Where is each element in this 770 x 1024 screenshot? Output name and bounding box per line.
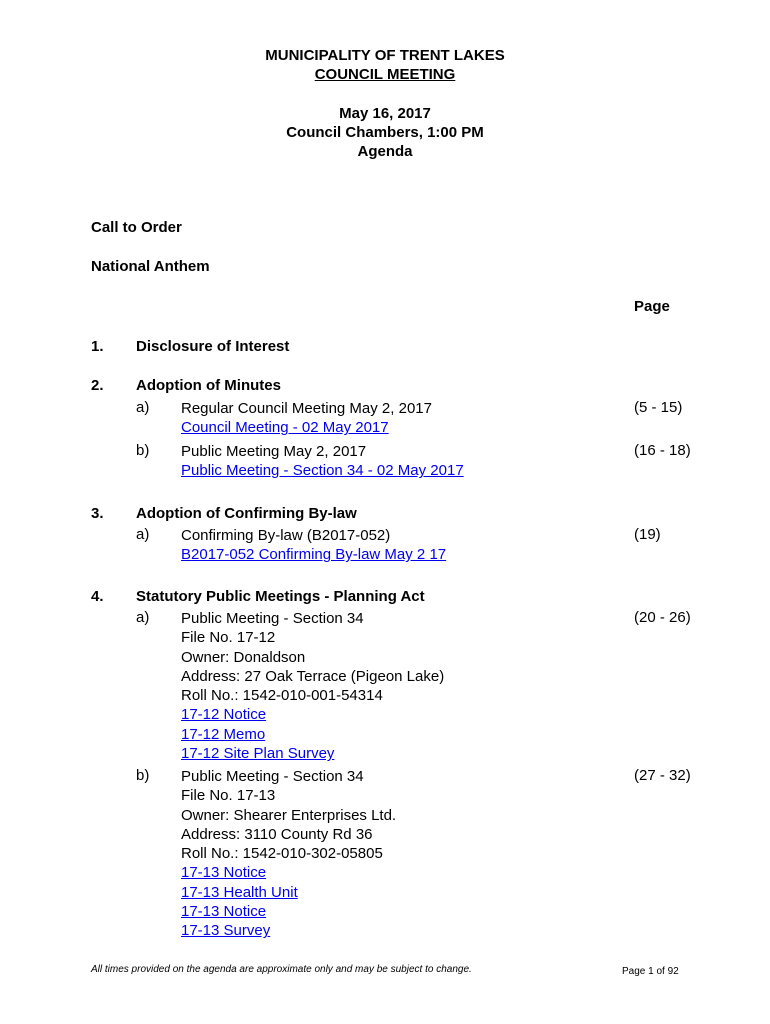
item-letter: b): [136, 767, 150, 784]
item-letter: a): [136, 526, 150, 543]
section-title: Disclosure of Interest: [136, 338, 290, 355]
agenda-item: [181, 399, 432, 438]
item-line: Public Meeting - Section 34: [181, 768, 364, 785]
item-line: Address: 27 Oak Terrace (Pigeon Lake): [181, 667, 445, 685]
attachment-link[interactable]: 17-12 Notice: [181, 706, 267, 724]
footer-disclaimer: All times provided on the agenda are approximate only and may be subject to change.: [91, 964, 472, 975]
attachment-link[interactable]: Council Meeting - 02 May 2017: [181, 419, 389, 437]
section-title: Adoption of Confirming By-law: [136, 505, 357, 522]
item-line: Owner: Donaldson: [181, 648, 306, 666]
item-pages: (5 - 15): [634, 399, 683, 416]
section-number: 1.: [91, 338, 104, 355]
attachment-link[interactable]: 17-12 Memo: [181, 725, 266, 743]
attachment-link[interactable]: 17-13 Survey: [181, 922, 271, 940]
agenda-item: [181, 442, 464, 481]
item-pages: (19): [634, 526, 661, 543]
section-number: 4.: [91, 588, 104, 605]
call-to-order: Call to Order: [91, 219, 182, 236]
item-pages: (27 - 32): [634, 767, 691, 784]
item-line: File No. 17-13: [181, 787, 276, 805]
section-title: Statutory Public Meetings - Planning Act: [136, 588, 425, 605]
agenda-item: [181, 526, 446, 565]
item-line: Confirming By-law (B2017-052): [181, 527, 391, 544]
agenda-item: [181, 609, 444, 763]
item-line: Public Meeting - Section 34: [181, 610, 364, 627]
meeting-title: COUNCIL MEETING: [314, 66, 456, 83]
meeting-location: Council Chambers, 1:00 PM: [286, 124, 484, 141]
meeting-date: May 16, 2017: [339, 105, 431, 122]
doc-type: Agenda: [357, 143, 413, 160]
item-line: Owner: Shearer Enterprises Ltd.: [181, 806, 397, 824]
page-number: Page 1 of 92: [622, 966, 679, 977]
municipality-title: MUNICIPALITY OF TRENT LAKES: [265, 47, 505, 64]
attachment-link[interactable]: Public Meeting - Section 34 - 02 May 2017: [181, 462, 464, 480]
section-number: 2.: [91, 377, 104, 394]
item-pages: (20 - 26): [634, 609, 691, 626]
agenda-item: [181, 767, 396, 941]
item-line: File No. 17-12: [181, 629, 276, 647]
item-line: Roll No.: 1542-010-001-54314: [181, 687, 383, 705]
attachment-link[interactable]: 17-13 Health Unit: [181, 883, 298, 901]
section-number: 3.: [91, 505, 104, 522]
national-anthem: National Anthem: [91, 258, 210, 275]
attachment-link[interactable]: 17-13 Notice: [181, 864, 267, 882]
attachment-link[interactable]: 17-13 Notice: [181, 903, 267, 921]
item-line: Roll No.: 1542-010-302-05805: [181, 845, 383, 863]
item-line: Address: 3110 County Rd 36: [181, 825, 373, 843]
item-pages: (16 - 18): [634, 442, 691, 459]
item-letter: b): [136, 442, 150, 459]
item-letter: a): [136, 609, 150, 626]
item-line: Public Meeting May 2, 2017: [181, 443, 367, 460]
item-line: Regular Council Meeting May 2, 2017: [181, 400, 432, 417]
attachment-link[interactable]: B2017-052 Confirming By-law May 2 17: [181, 546, 447, 564]
attachment-link[interactable]: 17-12 Site Plan Survey: [181, 745, 335, 763]
page-column-header: Page: [634, 298, 670, 315]
item-letter: a): [136, 399, 150, 416]
section-title: Adoption of Minutes: [136, 377, 281, 394]
